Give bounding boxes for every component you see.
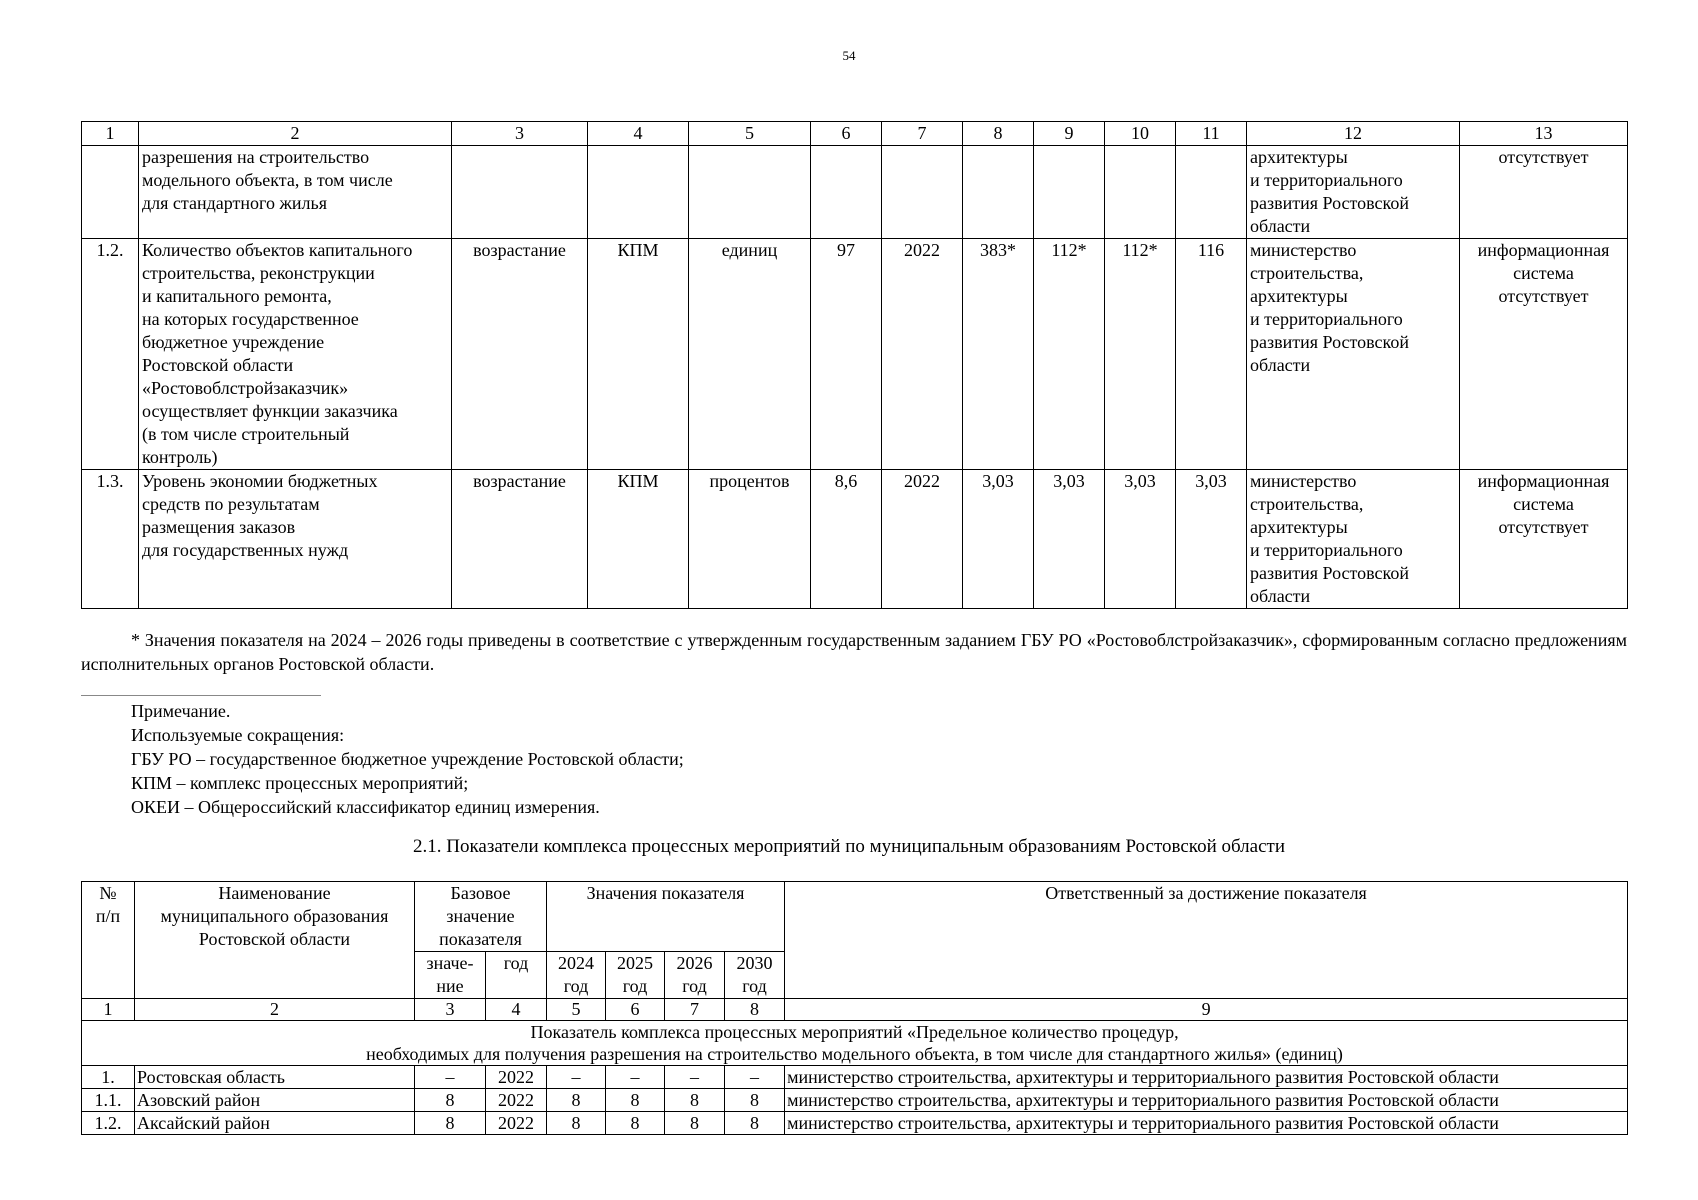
value-2030: 3,03 — [1176, 470, 1247, 609]
base-value — [811, 146, 882, 239]
header-row — [82, 882, 1628, 952]
column-number-row — [82, 122, 1628, 146]
responsible: министерство строительства, архитектуры и территориального развития Ростовской области — [785, 1112, 1628, 1135]
base-year: 2022 — [486, 1066, 547, 1089]
base-value: 8 — [415, 1089, 486, 1112]
municipality-name: Аксайский район — [135, 1112, 415, 1135]
value-2030 — [1176, 146, 1247, 239]
column-number: 2 — [139, 122, 452, 146]
group-row — [82, 1021, 1628, 1066]
base-year — [882, 146, 963, 239]
unit: единиц — [689, 239, 811, 470]
header-2025: 2025 год — [606, 952, 665, 999]
column-number: 7 — [882, 122, 963, 146]
header-base-value: Базовое значение показателя — [415, 882, 547, 952]
column-number: 13 — [1460, 122, 1628, 146]
base-year: 2022 — [882, 470, 963, 609]
value-2024: 8 — [547, 1089, 606, 1112]
indicator-name: Уровень экономии бюджетных средств по результатам размещения заказов для государственных нужд — [139, 470, 452, 609]
base-value: 97 — [811, 239, 882, 470]
value-2024: 8 — [547, 1112, 606, 1135]
header-year: год — [486, 952, 547, 999]
value-2026: – — [665, 1066, 725, 1089]
value-2026: 8 — [665, 1112, 725, 1135]
base-value: – — [415, 1066, 486, 1089]
column-number: 2 — [135, 999, 415, 1021]
row-number — [82, 146, 139, 239]
column-number-row — [82, 999, 1628, 1021]
header-responsible: Ответственный за достижение показателя — [785, 882, 1628, 999]
indicator-name: Количество объектов капитального строительства, реконструкции и капитального ремонта, на которых государственное бюджетное учреждение Ростовской области «Ростовоблстройзаказчик» осуществляет функции заказчика (в том числе строительный контроль) — [139, 239, 452, 470]
base-value: 8,6 — [811, 470, 882, 609]
municipal-indicators-table — [81, 881, 1628, 1135]
header-indicator-values: Значения показателя — [547, 882, 785, 952]
indicator-name: разрешения на строительство модельного объекта, в том числе для стандартного жилья — [139, 146, 452, 239]
table-row — [82, 1089, 1628, 1112]
row-number: 1.3. — [82, 470, 139, 609]
row-number: 1.2. — [82, 1112, 135, 1135]
value-2026: 3,03 — [1105, 470, 1176, 609]
page-number: 54 — [842, 48, 856, 63]
value-2024 — [963, 146, 1034, 239]
responsible: министерство строительства, архитектуры и территориального развития Ростовской области — [785, 1089, 1628, 1112]
group-title: Показатель комплекса процессных мероприятий «Предельное количество процедур, необходимых для получения разрешения на строительство модельного объекта, в том числе для стандартного жилья» (единиц) — [82, 1021, 1628, 1066]
table-row — [82, 1066, 1628, 1089]
value-2025: 8 — [606, 1089, 665, 1112]
level: КПМ — [588, 239, 689, 470]
base-value: 8 — [415, 1112, 486, 1135]
municipality-name: Ростовская область — [135, 1066, 415, 1089]
header-2026: 2026 год — [665, 952, 725, 999]
responsible: архитектуры и территориального развития Ростовской области — [1247, 146, 1460, 239]
column-number: 9 — [785, 999, 1628, 1021]
trend — [452, 146, 588, 239]
municipality-name: Азовский район — [135, 1089, 415, 1112]
value-2030: 8 — [725, 1112, 785, 1135]
column-number: 3 — [452, 122, 588, 146]
value-2030: – — [725, 1066, 785, 1089]
info-system: отсутствует — [1460, 146, 1628, 239]
row-number: 1.2. — [82, 239, 139, 470]
column-number: 3 — [415, 999, 486, 1021]
note-line: ГБУ РО – государственное бюджетное учреждение Ростовской области; — [131, 749, 684, 769]
responsible: министерство строительства, архитектуры и территориального развития Ростовской области — [1247, 470, 1460, 609]
info-system: информационная система отсутствует — [1460, 470, 1628, 609]
value-2025: – — [606, 1066, 665, 1089]
value-2030: 116 — [1176, 239, 1247, 470]
base-year: 2022 — [486, 1089, 547, 1112]
value-2030: 8 — [725, 1089, 785, 1112]
table-row — [82, 146, 1628, 239]
base-year: 2022 — [882, 239, 963, 470]
column-number: 8 — [963, 122, 1034, 146]
value-2026 — [1105, 146, 1176, 239]
trend: возрастание — [452, 470, 588, 609]
row-number: 1.1. — [82, 1089, 135, 1112]
column-number: 5 — [547, 999, 606, 1021]
value-2024: 383* — [963, 239, 1034, 470]
value-2024: 3,03 — [963, 470, 1034, 609]
section-title: 2.1. Показатели комплекса процессных мероприятий по муниципальным образованиям Ростовской области — [412, 836, 1286, 857]
table-row — [82, 1112, 1628, 1135]
notes-block — [131, 699, 684, 819]
note-line: ОКЕИ – Общероссийский классификатор единиц измерения. — [131, 797, 600, 817]
value-2025: 3,03 — [1034, 470, 1105, 609]
column-number: 5 — [689, 122, 811, 146]
value-2025: 112* — [1034, 239, 1105, 470]
header-2024: 2024 год — [547, 952, 606, 999]
column-number: 6 — [811, 122, 882, 146]
value-2025: 8 — [606, 1112, 665, 1135]
note-line: Используемые сокращения: — [131, 725, 345, 745]
column-number: 8 — [725, 999, 785, 1021]
indicators-table — [81, 121, 1628, 609]
trend: возрастание — [452, 239, 588, 470]
column-number: 4 — [486, 999, 547, 1021]
base-year: 2022 — [486, 1112, 547, 1135]
level — [588, 146, 689, 239]
column-number: 9 — [1034, 122, 1105, 146]
row-number: 1. — [82, 1066, 135, 1089]
header-number: № п/п — [82, 882, 135, 999]
column-number: 7 — [665, 999, 725, 1021]
header-2030: 2030 год — [725, 952, 785, 999]
unit — [689, 146, 811, 239]
column-number: 6 — [606, 999, 665, 1021]
responsible: министерство строительства, архитектуры и территориального развития Ростовской области — [1247, 239, 1460, 470]
column-number: 12 — [1247, 122, 1460, 146]
note-line: КПМ – комплекс процессных мероприятий; — [131, 773, 469, 793]
footnote-separator — [81, 695, 321, 696]
unit: процентов — [689, 470, 811, 609]
note-line: Примечание. — [131, 701, 231, 721]
value-2026: 8 — [665, 1089, 725, 1112]
footnote: * Значения показателя на 2024 – 2026 годы приведены в соответствие с утвержденным государственным заданием ГБУ РО «Ростовоблстройзаказчик», сформированным согласно предложениям исполнительных органов Ростовской области. — [81, 630, 1627, 674]
column-number: 1 — [82, 122, 139, 146]
value-2024: – — [547, 1066, 606, 1089]
table-row — [82, 239, 1628, 470]
value-2026: 112* — [1105, 239, 1176, 470]
column-number: 11 — [1176, 122, 1247, 146]
header-value: значе- ние — [415, 952, 486, 999]
column-number: 4 — [588, 122, 689, 146]
level: КПМ — [588, 470, 689, 609]
info-system: информационная система отсутствует — [1460, 239, 1628, 470]
column-number: 1 — [82, 999, 135, 1021]
column-number: 10 — [1105, 122, 1176, 146]
header-municipality: Наименование муниципального образования Ростовской области — [135, 882, 415, 999]
table-row — [82, 470, 1628, 609]
value-2025 — [1034, 146, 1105, 239]
responsible: министерство строительства, архитектуры и территориального развития Ростовской области — [785, 1066, 1628, 1089]
